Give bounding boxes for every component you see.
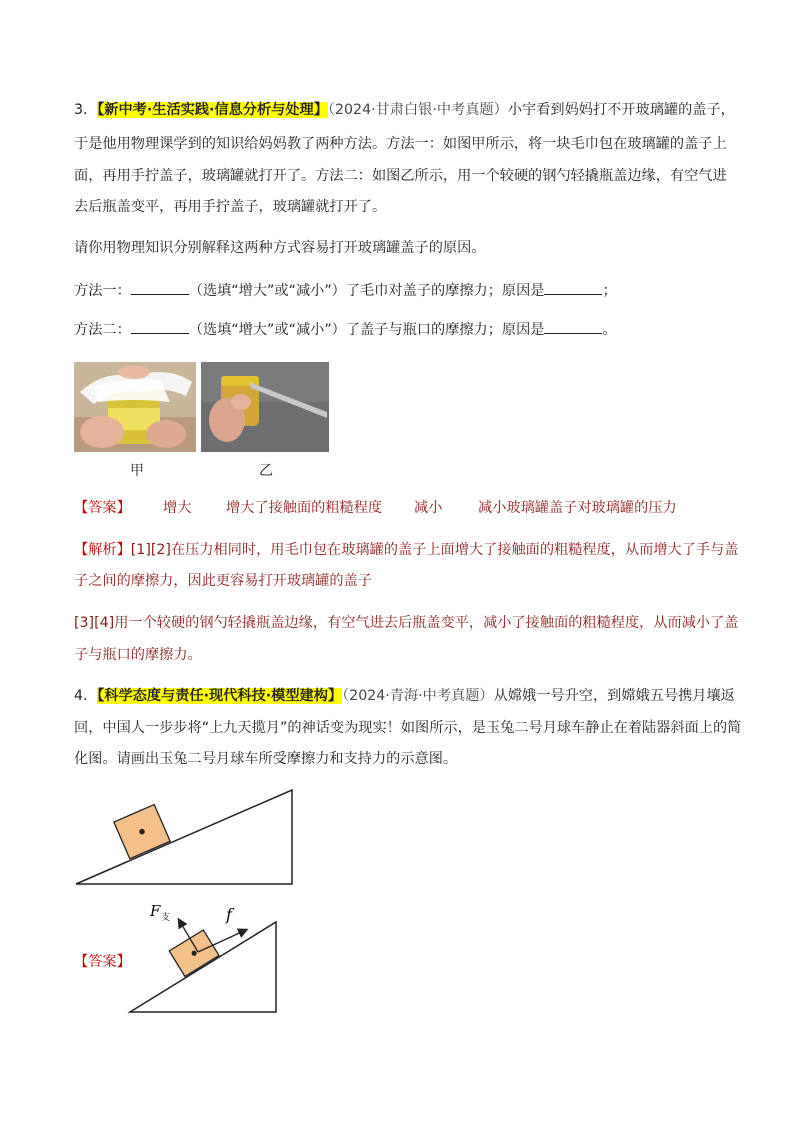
answer-3: 减小	[414, 500, 443, 516]
incline-diagram	[70, 786, 300, 888]
q3-line-1	[74, 100, 735, 120]
q3-method-2	[74, 319, 617, 340]
answer-blank-4	[544, 319, 602, 334]
incline-triangle	[76, 790, 292, 884]
q4-line-1	[74, 686, 735, 706]
photo-yi	[201, 362, 329, 452]
caption-jia: 甲	[130, 463, 144, 479]
answer-tag: 【答案】	[74, 500, 131, 516]
analysis-line-3: [3][4]用一个较硬的钢勺轻撬瓶盖边缘，有空气进去后瓶盖变平，减小了接触面的粗糙程度，从而减小了盖	[74, 615, 739, 631]
q3-source: （2024·甘肃白银·中考真题）	[327, 102, 508, 118]
q3-tag: 【新中考·生活实践·信息分析与处理】	[97, 102, 328, 118]
q4-number: 4．	[74, 688, 98, 704]
analysis-line-2: 子之间的摩擦力，因此更容易打开玻璃罐的盖子	[74, 573, 372, 589]
photo-jia	[74, 362, 196, 452]
q3-line-1-text: 小宇看到妈妈打不开玻璃罐的盖子，	[507, 102, 735, 118]
method-1-end: ；	[602, 283, 617, 299]
q4-line-2: 回，中国人一步步将“上九天揽月”的神话变为现实！如图所示，是玉兔二号月球车静止在着陆器斜面上的简	[74, 720, 742, 736]
analysis-text-1: [1][2]在压力相同时，用毛巾包在玻璃罐的盖子上面增大了接触面的粗糙程度，从而增大了手与盖	[130, 542, 739, 558]
analysis-line-4: 子与瓶口的摩擦力。	[74, 647, 202, 663]
q4-tag: 【科学态度与责任·现代科技·模型建构】	[97, 688, 343, 704]
q3-line-2: 于是他用物理课学到的知识给妈妈教了两种方法。方法一：如图甲所示，将一块毛巾包在玻璃罐的盖子上	[74, 136, 727, 152]
method-2-label: 方法二：	[74, 322, 131, 338]
answer-blank-3	[131, 319, 189, 334]
method-1-text: （选填“增大”或“减小”）了毛巾对盖子的摩擦力；原因是	[188, 283, 545, 299]
support-force-label: F	[150, 902, 161, 920]
answer-4: 减小玻璃罐盖子对玻璃罐的压力	[478, 500, 677, 516]
q3-line-3: 面，再用手拧盖子，玻璃罐就打开了。方法二：如图乙所示，用一个较硬的钢勺轻撬瓶盖边缘，有空气进	[74, 168, 727, 184]
method-2-end: 。	[602, 322, 617, 338]
q3-prompt: 请你用物理知识分别解释这两种方式容易打开玻璃罐盖子的原因。	[74, 240, 486, 256]
q3-number: 3．	[74, 102, 98, 118]
q4-line-1-text: 从嫦娥一号升空，到嫦娥五号携月壤返	[493, 688, 735, 704]
q4-source: （2024·青海·中考真题）	[342, 688, 494, 704]
q3-answer	[74, 498, 131, 518]
friction-force-label: f	[226, 905, 232, 924]
support-force-subscript: 支	[161, 913, 171, 923]
analysis-line-1	[74, 540, 738, 560]
method-2-text: （选填“增大”或“减小”）了盖子与瓶口的摩擦力；原因是	[188, 322, 545, 338]
q3-line-4: 去后瓶盖变平，再用手拧盖子，玻璃罐就打开了。	[74, 199, 387, 215]
force-diagram	[126, 900, 286, 1016]
method-1-label: 方法一：	[74, 283, 131, 299]
q3-method-1	[74, 280, 617, 301]
caption-yi: 乙	[259, 463, 273, 479]
answer-2: 增大了接触面的粗糙程度	[226, 500, 383, 516]
q4-line-3: 化图。请画出玉兔二号月球车所受摩擦力和支持力的示意图。	[74, 751, 458, 767]
answer-blank-2	[544, 280, 602, 295]
q4-answer-tag: 【答案】	[74, 954, 131, 970]
answer-blank-1	[131, 280, 189, 295]
answer-1: 增大	[163, 500, 192, 516]
analysis-tag: 【解析】	[74, 542, 131, 558]
